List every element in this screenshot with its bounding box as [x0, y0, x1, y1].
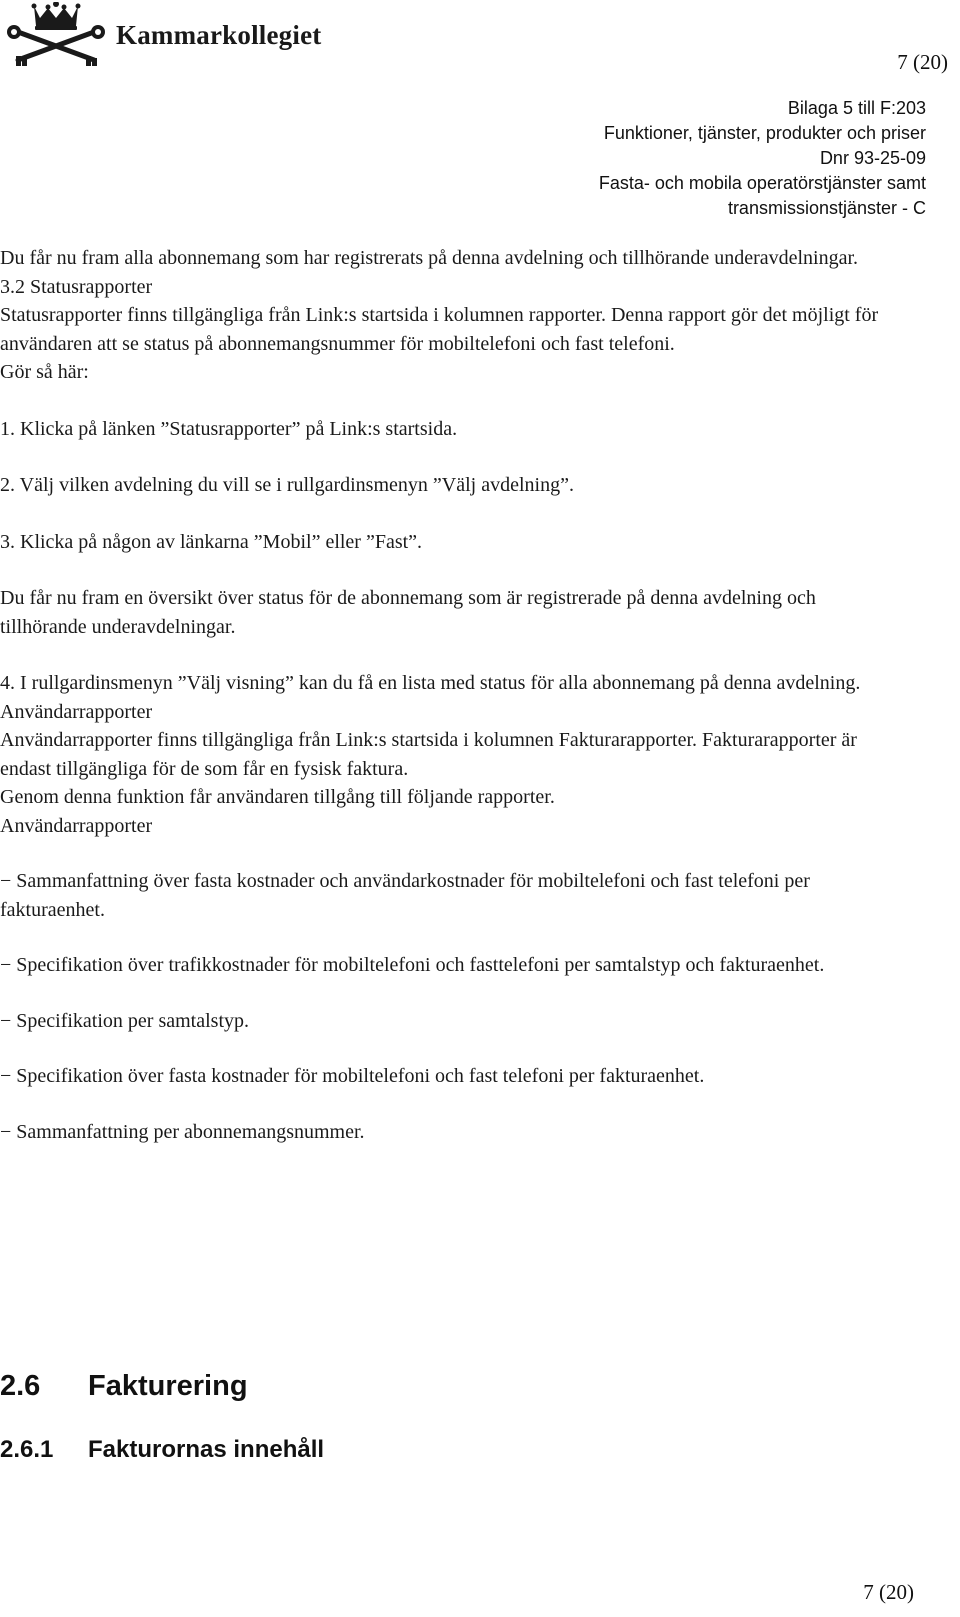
page-number-top: 7 (20)	[897, 50, 948, 74]
paragraph: Användarrapporter finns tillgängliga från Link:s startsida i kolumnen Fakturarapporter. Fakturarapporter är endast tillgängliga för de som får en fysisk faktura.	[0, 729, 857, 780]
heading-fakturornas-innehall	[0, 1436, 324, 1464]
meta-line-services-2: transmissionstjänster - C	[727, 198, 926, 218]
page-number-bottom: 7 (20)	[863, 1580, 914, 1604]
heading-fakturering	[0, 1370, 248, 1403]
list-item: − Sammanfattning över fasta kostnader och användarkostnader för mobiltelefoni och fast telefoni per fakturaenhet.	[0, 870, 810, 921]
crown-keys-emblem-icon	[4, 2, 108, 68]
list-item: − Specifikation per samtalstyp.	[0, 1009, 250, 1032]
step-2: 2. Välj vilken avdelning du vill se i rullgardinsmenyn ”Välj avdelning”.	[0, 474, 574, 496]
step-1: 1. Klicka på länken ”Statusrapporter” på Link:s startsida.	[0, 417, 458, 440]
paragraph: Statusrapporter finns tillgängliga från Link:s startsida i kolumnen rapporter. Denna rapport gör det möjligt för användaren att se status på abonnemangsnummer för mobiltelefoni och fast telefoni.	[0, 304, 879, 355]
logo-wordmark: Kammarkollegiet	[116, 19, 322, 50]
heading-title: Fakturornas innehåll	[88, 1436, 325, 1463]
list-item: − Specifikation över trafikkostnader för mobiltelefoni och fasttelefoni per samtalstyp och fakturaenhet.	[0, 954, 825, 976]
heading-number: 2.6	[0, 1370, 41, 1402]
meta-line-services-1: Fasta- och mobila operatörstjänster samt	[598, 173, 926, 193]
step-4: 4. I rullgardinsmenyn ”Välj visning” kan du få en lista med status för alla abonnemang på denna avdelning.	[0, 672, 861, 694]
section-title-statusrapporter: 3.2 Statusrapporter	[0, 275, 153, 298]
list-item: − Specifikation över fasta kostnader för mobiltelefoni och fast telefoni per fakturaenhet.	[0, 1065, 705, 1087]
heading-number: 2.6.1	[0, 1436, 54, 1463]
meta-line-attachment: Bilaga 5 till F:203	[787, 98, 926, 118]
meta-line-subject: Funktioner, tjänster, produkter och priser	[603, 123, 926, 143]
paragraph: Du får nu fram alla abonnemang som har registrerats på denna avdelning och tillhörande underavdelningar.	[0, 247, 859, 269]
step-3: 3. Klicka på någon av länkarna ”Mobil” eller ”Fast”.	[0, 530, 423, 553]
section-title-anvandarrapporter: Användarrapporter	[0, 700, 153, 723]
meta-line-dnr: Dnr 93-25-09	[819, 148, 926, 168]
document-body	[0, 244, 900, 1146]
document-meta	[599, 96, 926, 221]
list-title: Användarrapporter	[0, 814, 153, 837]
paragraph: Du får nu fram en översikt över status för de abonnemang som är registrerade på denna avdelning och tillhörande underavdelningar.	[0, 587, 816, 638]
list-item: − Sammanfattning per abonnemangsnummer.	[0, 1120, 365, 1143]
kammarkollegiet-logo	[4, 0, 344, 70]
paragraph: Genom denna funktion får användaren tillgång till följande rapporter.	[0, 786, 555, 808]
heading-title: Fakturering	[88, 1370, 248, 1402]
paragraph-instructions-label: Gör så här:	[0, 361, 89, 383]
